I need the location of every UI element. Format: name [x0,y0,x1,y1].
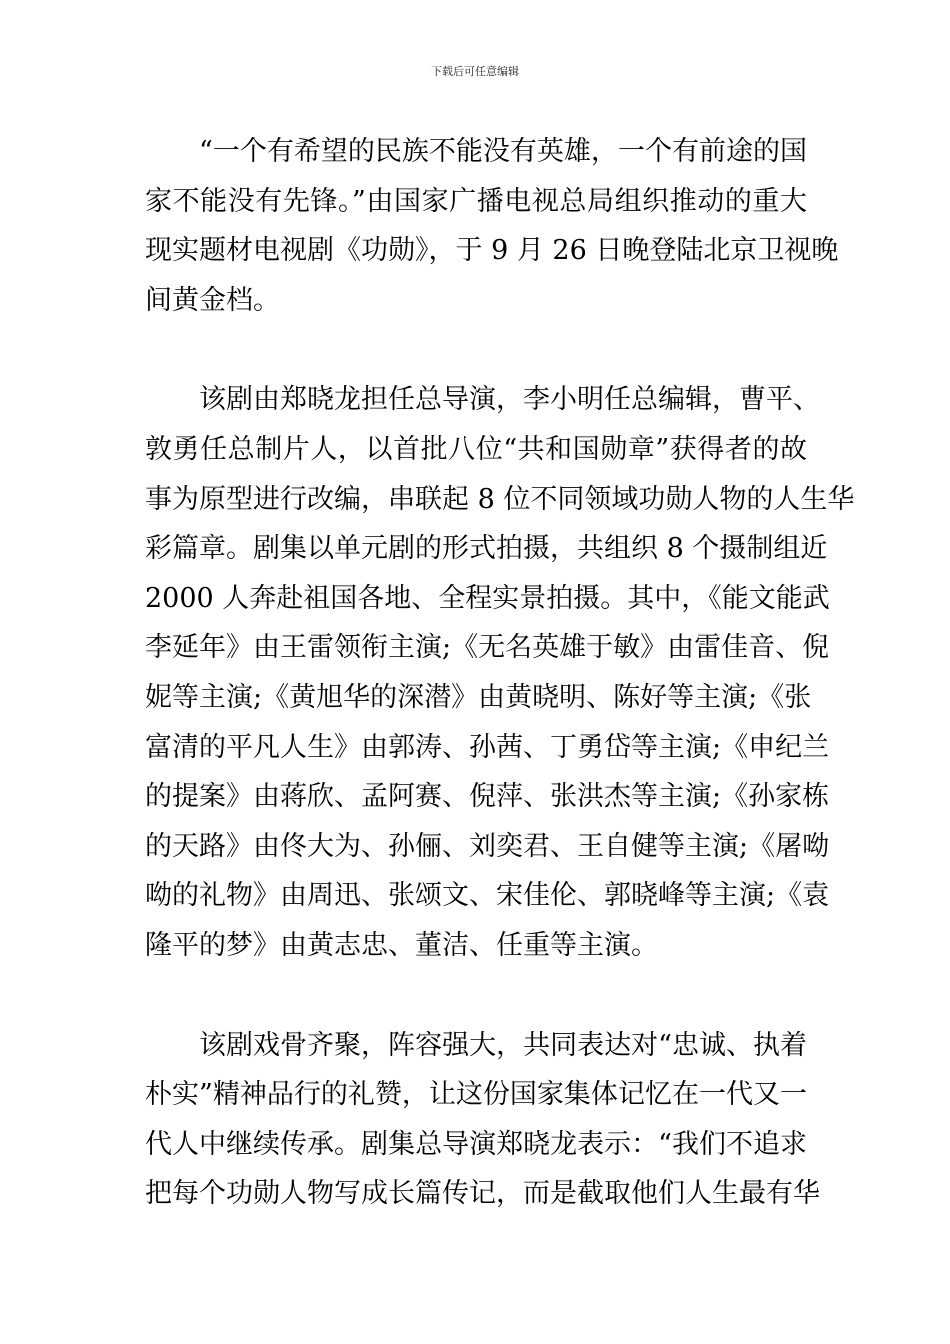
paragraph-line: 呦的礼物》由周迅、张颂文、宋佳伦、郭晓峰等主演;《袁 [145,880,830,912]
paragraph-3 [145,1021,820,1219]
paragraph-line: 隆平的梦》由黄志忠、董洁、任重等主演。 [145,929,658,961]
paragraph-2 [145,375,855,970]
header-text: 下载后可任意编辑 [431,65,519,78]
page-header [0,64,950,80]
paragraph-line: 该剧由郑晓龙担任总导演，李小明任总编辑，曹平、 [199,384,820,416]
paragraph-line: 家不能没有先锋。”由国家广播电视总局组织推动的重大 [145,185,807,217]
paragraph-line: 代人中继续传承。剧集总导演郑晓龙表示：“我们不追求 [145,1128,807,1160]
paragraph-line: 现实题材电视剧《功勋》，于 9 月 26 日晚登陆北京卫视晚 [145,235,839,267]
paragraph-line: 李延年》由王雷领衔主演;《无名英雄于敏》由雷佳音、倪 [145,632,830,664]
paragraph-line: 敦勇任总制片人，以首批八位“共和国勋章”获得者的故 [145,433,807,465]
paragraph-line: 把每个功勋人物写成长篇传记，而是截取他们人生最有华 [145,1178,820,1210]
paragraph-line: 该剧戏骨齐聚，阵容强大，共同表达对“忠诚、执着 [199,1029,807,1061]
paragraph-line: 彩篇章。剧集以单元剧的形式拍摄，共组织 8 个摄制组近 [145,533,828,565]
paragraph-line: 朴实”精神品行的礼赞，让这份国家集体记忆在一代又一 [145,1079,807,1111]
paragraph-line: 妮等主演;《黄旭华的深潜》由黄晓明、陈好等主演;《张 [145,681,812,713]
paragraph-line: 的提案》由蒋欣、孟阿赛、倪萍、张洪杰等主演;《孙家栋 [145,781,830,813]
paragraph-1 [145,127,839,325]
paragraph-line: 间黄金档。 [145,284,280,316]
paragraph-line: 的天路》由佟大为、孙俪、刘奕君、王自健等主演;《屠呦 [145,830,830,862]
paragraph-line: 2000 人奔赴祖国各地、全程实景拍摄。其中，《能文能武 [145,582,830,614]
document-body [145,127,855,1219]
paragraph-line: 富清的平凡人生》由郭涛、孙茜、丁勇岱等主演;《申纪兰 [145,731,830,763]
paragraph-line: “一个有希望的民族不能没有英雄，一个有前途的国 [199,136,807,167]
paragraph-line: 事为原型进行改编，串联起 8 位不同领域功勋人物的人生华 [145,483,855,515]
